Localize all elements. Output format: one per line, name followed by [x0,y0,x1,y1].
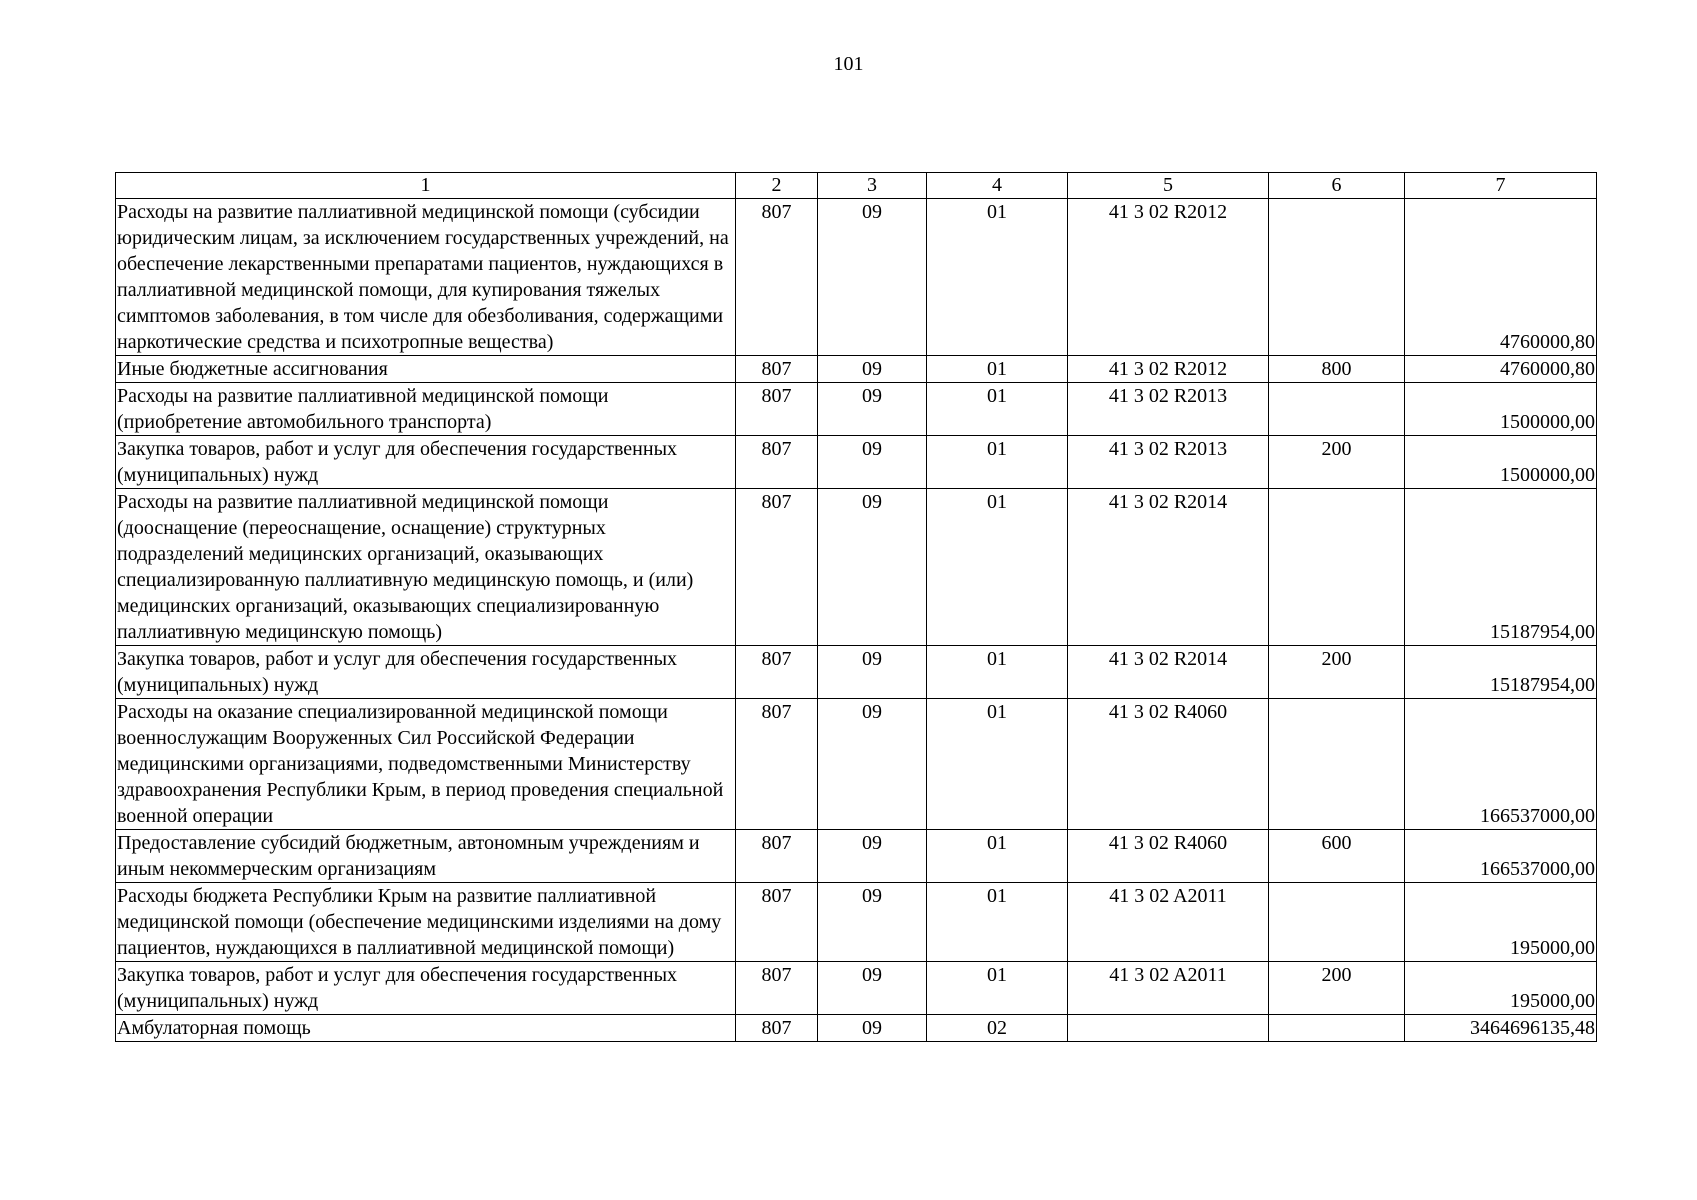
row-target: 41 3 02 R2013 [1068,436,1269,489]
budget-table [115,172,1597,1042]
table-row [116,646,1597,699]
row-amount: 3464696135,48 [1405,1015,1597,1042]
row-section: 09 [818,646,927,699]
row-section: 09 [818,883,927,962]
table-row [116,489,1597,646]
row-name: Закупка товаров, работ и услуг для обеспечения государственных (муниципальных) нужд [116,436,736,489]
row-amount: 166537000,00 [1405,699,1597,830]
row-ministry: 807 [736,489,818,646]
col-header-2: 2 [736,173,818,199]
row-section: 09 [818,830,927,883]
row-subsection: 01 [927,830,1068,883]
row-ministry: 807 [736,883,818,962]
row-amount: 4760000,80 [1405,199,1597,356]
row-name: Амбулаторная помощь [116,1015,736,1042]
row-name: Расходы на развитие паллиативной медицинской помощи (субсидии юридическим лицам, за исключением государственных учреждений, на обеспечение лекарственными препаратами пациентов, нуждающихся в паллиативной медицинской помощи, для купирования тяжелых симптомов заболевания, в том числе для обезболивания, содержащими наркотические средства и психотропные вещества) [116,199,736,356]
row-amount: 1500000,00 [1405,383,1597,436]
row-expense-type: 600 [1269,830,1405,883]
row-subsection: 01 [927,383,1068,436]
row-amount: 1500000,00 [1405,436,1597,489]
col-header-7: 7 [1405,173,1597,199]
row-section: 09 [818,962,927,1015]
row-ministry: 807 [736,436,818,489]
row-amount: 195000,00 [1405,962,1597,1015]
row-subsection: 01 [927,356,1068,383]
row-name: Закупка товаров, работ и услуг для обеспечения государственных (муниципальных) нужд [116,646,736,699]
col-header-4: 4 [927,173,1068,199]
row-name: Предоставление субсидий бюджетным, автономным учреждениям и иным некоммерческим организациям [116,830,736,883]
row-expense-type [1269,199,1405,356]
page-number: 101 [833,53,864,75]
row-section: 09 [818,356,927,383]
row-section: 09 [818,383,927,436]
table-row [116,883,1597,962]
row-subsection: 01 [927,883,1068,962]
row-amount: 4760000,80 [1405,356,1597,383]
col-header-5: 5 [1068,173,1269,199]
row-amount: 166537000,00 [1405,830,1597,883]
row-target: 41 3 02 R2014 [1068,489,1269,646]
row-subsection: 02 [927,1015,1068,1042]
row-expense-type [1269,489,1405,646]
table-row [116,199,1597,356]
row-target: 41 3 02 R2012 [1068,356,1269,383]
header-row [116,173,1597,199]
row-target: 41 3 02 R4060 [1068,830,1269,883]
row-subsection: 01 [927,699,1068,830]
table-row [116,830,1597,883]
row-target: 41 3 02 R2013 [1068,383,1269,436]
row-expense-type: 200 [1269,436,1405,489]
row-section: 09 [818,1015,927,1042]
col-header-1: 1 [116,173,736,199]
table-row [116,699,1597,830]
row-name: Иные бюджетные ассигнования [116,356,736,383]
row-subsection: 01 [927,646,1068,699]
row-expense-type [1269,883,1405,962]
row-ministry: 807 [736,699,818,830]
row-name: Расходы на развитие паллиативной медицинской помощи (дооснащение (переоснащение, оснащение) структурных подразделений медицинских организаций, оказывающих специализированную паллиативную медицинскую помощь, и (или) медицинских организаций, оказывающих специализированную паллиативную медицинскую помощь) [116,489,736,646]
row-expense-type: 800 [1269,356,1405,383]
col-header-6: 6 [1269,173,1405,199]
row-ministry: 807 [736,646,818,699]
table-row [116,962,1597,1015]
row-subsection: 01 [927,199,1068,356]
row-target: 41 3 02 R2014 [1068,646,1269,699]
row-expense-type [1269,699,1405,830]
row-section: 09 [818,489,927,646]
row-amount: 15187954,00 [1405,646,1597,699]
row-subsection: 01 [927,489,1068,646]
row-target [1068,1015,1269,1042]
row-target: 41 3 02 A2011 [1068,883,1269,962]
row-subsection: 01 [927,436,1068,489]
row-expense-type [1269,1015,1405,1042]
row-expense-type: 200 [1269,646,1405,699]
row-target: 41 3 02 R2012 [1068,199,1269,356]
row-name: Расходы на оказание специализированной медицинской помощи военнослужащим Вооруженных Сил Российской Федерации медицинскими организациями, подведомственными Министерству здравоохранения Республики Крым, в период проведения специальной военной операции [116,699,736,830]
table-row [116,356,1597,383]
row-target: 41 3 02 A2011 [1068,962,1269,1015]
row-section: 09 [818,699,927,830]
row-amount: 15187954,00 [1405,489,1597,646]
row-ministry: 807 [736,1015,818,1042]
row-ministry: 807 [736,356,818,383]
row-ministry: 807 [736,830,818,883]
table-row [116,383,1597,436]
table-row [116,1015,1597,1042]
row-subsection: 01 [927,962,1068,1015]
row-name: Расходы на развитие паллиативной медицинской помощи (приобретение автомобильного транспорта) [116,383,736,436]
row-ministry: 807 [736,199,818,356]
row-ministry: 807 [736,962,818,1015]
row-expense-type: 200 [1269,962,1405,1015]
row-name: Закупка товаров, работ и услуг для обеспечения государственных (муниципальных) нужд [116,962,736,1015]
row-section: 09 [818,436,927,489]
table-row [116,436,1597,489]
row-expense-type [1269,383,1405,436]
row-target: 41 3 02 R4060 [1068,699,1269,830]
row-name: Расходы бюджета Республики Крым на развитие паллиативной медицинской помощи (обеспечение медицинскими изделиями на дому пациентов, нуждающихся в паллиативной медицинской помощи) [116,883,736,962]
col-header-3: 3 [818,173,927,199]
row-section: 09 [818,199,927,356]
row-ministry: 807 [736,383,818,436]
row-amount: 195000,00 [1405,883,1597,962]
